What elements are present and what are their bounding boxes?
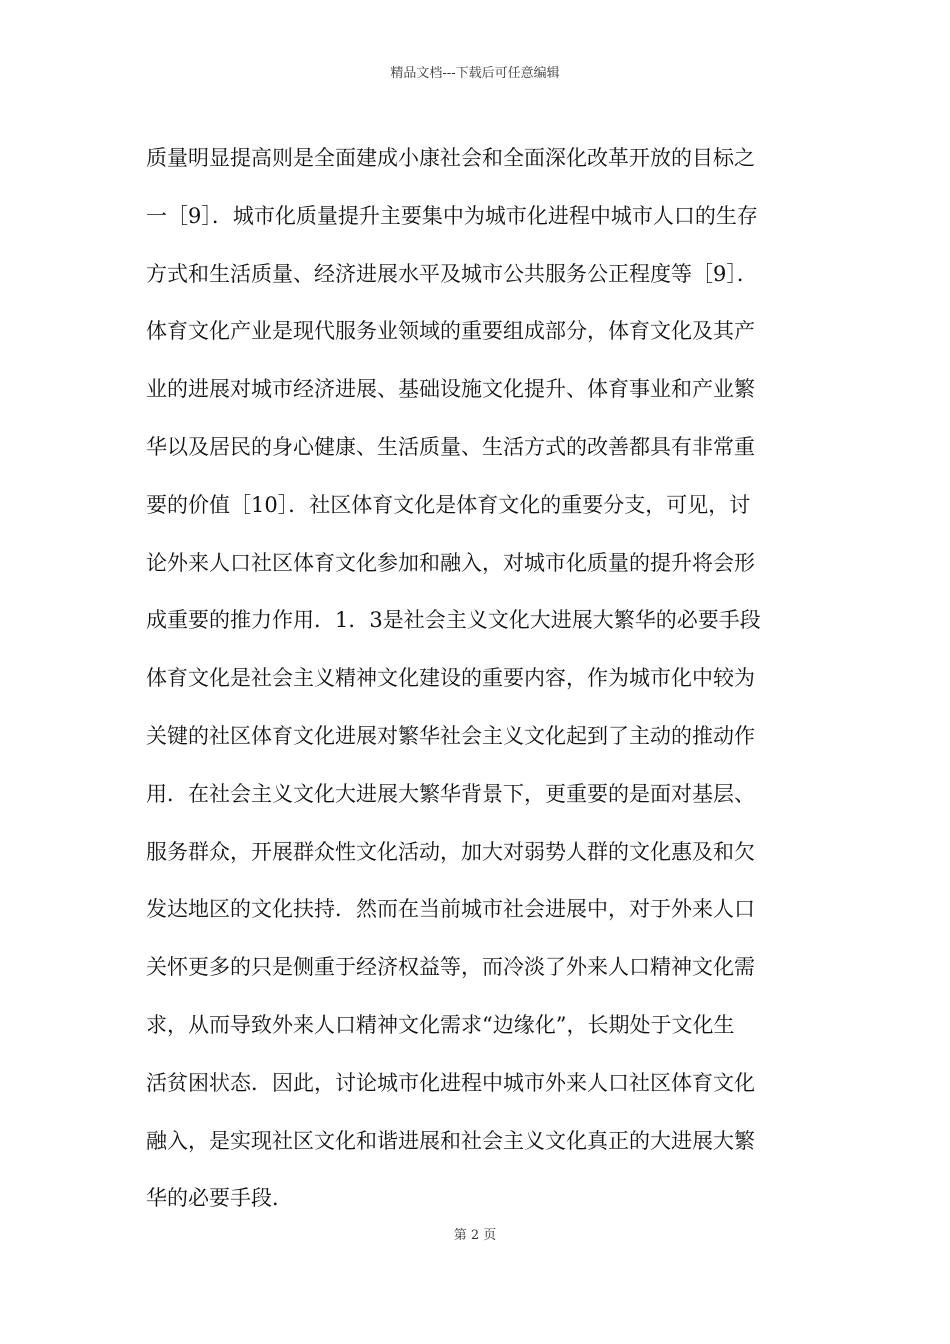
text-line: 要的价值［10］．社区体育文化是体育文化的重要分支，可见，讨	[146, 492, 751, 517]
page-number: 第 2 页	[453, 1228, 497, 1243]
text-line: 华以及居民的身心健康、生活质量、生活方式的改善都具有非常重	[146, 434, 755, 459]
text-line: 业的进展对城市经济进展、基础设施文化提升、体育事业和产业繁	[146, 377, 755, 402]
text-line: 一［9］．城市化质量提升主要集中为城市化进程中城市人口的生存	[146, 203, 758, 228]
text-line: 求，从而导致外来人口精神文化需求“边缘化”，长期处于文化生	[146, 1012, 735, 1037]
text-line: 关键的社区体育文化进展对繁华社会主义文化起到了主动的推动作	[146, 723, 755, 748]
document-body	[146, 130, 806, 1228]
text-line: 方式和生活质量、经济进展水平及城市公共服务公正程度等［9］．	[146, 261, 758, 286]
text-line: 服务群众，开展群众性文化活动，加大对弱势人群的文化惠及和欠	[146, 839, 755, 864]
text-line: 体育文化是社会主义精神文化建设的重要内容，作为城市化中较为	[146, 666, 755, 691]
text-line: 用．在社会主义文化大进展大繁华背景下，更重要的是面对基层、	[146, 781, 755, 806]
text-line: 发达地区的文化扶持．然而在当前城市社会进展中，对于外来人口	[146, 897, 755, 922]
text-line: 成重要的推力作用．1．3是社会主义文化大进展大繁华的必要手段	[146, 608, 761, 633]
text-line: 融入，是实现社区文化和谐进展和社会主义文化真正的大进展大繁	[146, 1128, 755, 1153]
text-line: 活贫困状态．因此，讨论城市化进程中城市外来人口社区体育文化	[146, 1070, 755, 1095]
text-line: 体育文化产业是现代服务业领域的重要组成部分，体育文化及其产	[146, 319, 755, 344]
text-line: 质量明显提高则是全面建成小康社会和全面深化改革开放的目标之	[146, 146, 755, 170]
text-line: 论外来人口社区体育文化参加和融入，对城市化质量的提升将会形	[146, 550, 755, 575]
text-line: 关怀更多的只是侧重于经济权益等，而冷淡了外来人口精神文化需	[146, 955, 755, 980]
text-line: 华的必要手段．	[146, 1186, 293, 1211]
page-header: 精品文档---下载后可任意编辑	[390, 66, 560, 81]
